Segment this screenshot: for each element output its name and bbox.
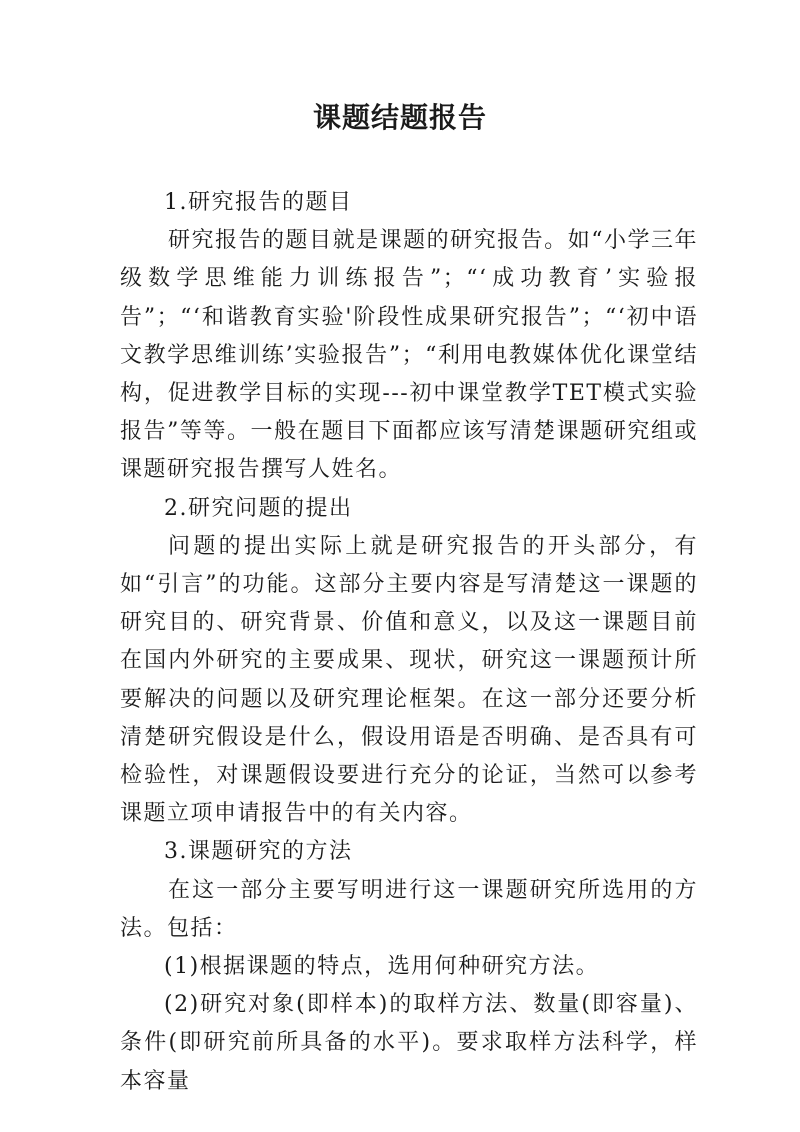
list-item-1: (1)根据课题的特点，选用何种研究方法。	[164, 954, 600, 980]
document-title: 课题结题报告	[312, 101, 487, 134]
paragraph-3: 在这一部分主要写明进行这一课题研究所选用的方法。包括：	[120, 877, 698, 941]
section-heading-1: 1.研究报告的题目	[164, 190, 353, 215]
paragraph-2: 问题的提出实际上就是研究报告的开头部分，有如“引言”的功能。这部分主要内容是写清楚这一课题的研究目的、研究背景、价值和意义，以及这一课题目前在国内外研究的主要成果、现状，研究这一课题预计所要解决的问题以及研究理论框架。在这一部分还要分析清楚研究假设是什么，假设用语是否明确、是否具有可检验性，对课题假设要进行充分的论证，当然可以参考课题立项申请报告中的有关内容。	[120, 533, 698, 827]
document-body	[120, 184, 698, 1101]
paragraph-1: 研究报告的题目就是课题的研究报告。如“小学三年级数学思维能力训练报告”；“‘成功教育’实验报告”；“‘和谐教育实验'阶段性成果研究报告”；“‘初中语文教学思维训练’实验报告”；“利用电教媒体优化课堂结构，促进教学目标的实现---初中课堂教学TET模式实验报告”等等。一般在题目下面都应该写清楚课题研究组或课题研究报告撰写人姓名。	[120, 228, 698, 483]
list-item-2: (2)研究对象(即样本)的取样方法、数量(即容量)、条件(即研究前所具备的水平)。要求取样方法科学，样本容量	[120, 992, 698, 1094]
section-heading-2: 2.研究问题的提出	[164, 495, 353, 521]
section-heading-3: 3.课题研究的方法	[164, 839, 353, 865]
